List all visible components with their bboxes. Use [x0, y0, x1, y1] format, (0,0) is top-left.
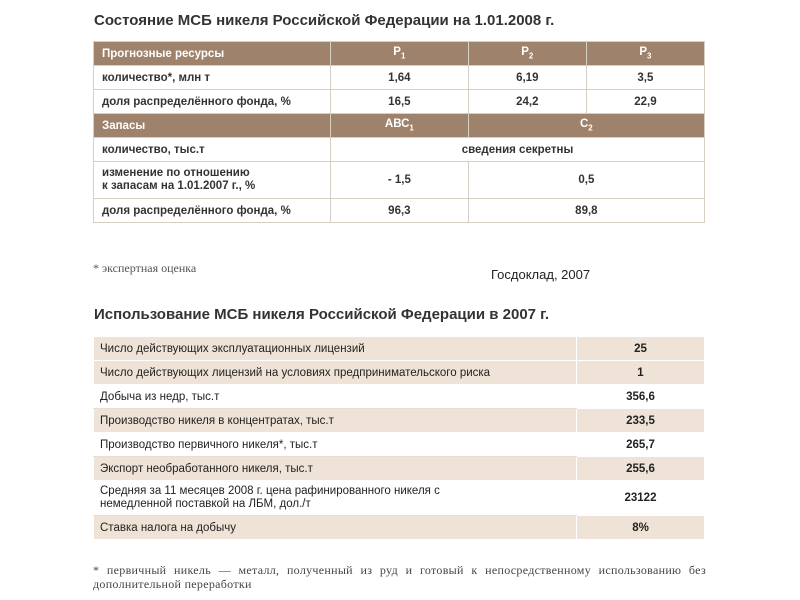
row-value: 25	[577, 337, 705, 361]
table-row	[94, 337, 705, 361]
row-label: Экспорт необработанного никеля, тыс.т	[94, 457, 577, 481]
header-p3: $Р_3$	[586, 42, 704, 66]
row-value: 8%	[577, 516, 705, 540]
row-label: Средняя за 11 месяцев 2008 г. цена рафинированного никеля с немедленной поставкой на ЛБМ, дол./т	[94, 481, 577, 516]
source-caption: Госдоклад, 2007	[491, 267, 591, 282]
header-abc1: $АВС_1$	[331, 114, 469, 138]
header-c2: $С_2$	[468, 114, 704, 138]
cell-p1: 16,5	[331, 90, 469, 114]
row-label: Число действующих лицензий на условиях предпринимательского риска	[94, 361, 577, 385]
row-label: Ставка налога на добычу	[94, 516, 577, 540]
reserves-table	[93, 41, 705, 223]
row-label: Добыча из недр, тыс.т	[94, 385, 577, 409]
header-p2: $Р_2$	[468, 42, 586, 66]
row-value: 255,6	[577, 457, 705, 481]
row-label: доля распределённого фонда, %	[94, 199, 331, 223]
cell-c2: 0,5	[468, 162, 704, 199]
cell-p3: 22,9	[586, 90, 704, 114]
cell-secret: сведения секретны	[331, 138, 705, 162]
row-label: Число действующих эксплуатационных лицензий	[94, 337, 577, 361]
table-row	[94, 199, 705, 223]
row-value: 1	[577, 361, 705, 385]
table-row	[94, 481, 705, 516]
table-row	[94, 361, 705, 385]
cell-abc1: 96,3	[331, 199, 469, 223]
table-row	[94, 457, 705, 481]
row-value: 356,6	[577, 385, 705, 409]
cell-abc1: - 1,5	[331, 162, 469, 199]
footnote-primary-nickel: * первичный никель — металл, полученный из руд и готовый к непосредственному использованию без дополнительной переработки	[93, 563, 706, 591]
header-p1: $Р_1$	[331, 42, 469, 66]
row-label: количество, тыс.т	[94, 138, 331, 162]
table-header-row	[94, 114, 705, 138]
table-row	[94, 433, 705, 457]
table-row	[94, 90, 705, 114]
row-value: 23122	[577, 481, 705, 516]
header-forecast-resources: Прогнозные ресурсы	[94, 42, 331, 66]
cell-p2: 24,2	[468, 90, 586, 114]
row-label: количество*, млн т	[94, 66, 331, 90]
table-header-row	[94, 42, 705, 66]
row-label: доля распределённого фонда, %	[94, 90, 331, 114]
table-row	[94, 385, 705, 409]
cell-p2: 6,19	[468, 66, 586, 90]
cell-p1: 1,64	[331, 66, 469, 90]
footnote-expert-estimate: * экспертная оценка	[93, 261, 197, 275]
cell-p3: 3,5	[586, 66, 704, 90]
table-row	[94, 516, 705, 540]
table-row	[94, 162, 705, 199]
table-row	[94, 409, 705, 433]
row-label: Производство первичного никеля*, тыс.т	[94, 433, 577, 457]
page-title-status: Состояние МСБ никеля Российской Федерации на 1.01.2008 г.	[94, 12, 555, 29]
row-value: 233,5	[577, 409, 705, 433]
row-label: изменение по отношению к запасам на 1.01.2007 г., %	[94, 162, 331, 199]
cell-c2: 89,8	[468, 199, 704, 223]
usage-table	[93, 336, 705, 540]
header-reserves: Запасы	[94, 114, 331, 138]
table-row	[94, 66, 705, 90]
row-value: 265,7	[577, 433, 705, 457]
row-label: Производство никеля в концентратах, тыс.т	[94, 409, 577, 433]
page-title-usage: Использование МСБ никеля Российской Федерации в 2007 г.	[94, 306, 550, 323]
table-row	[94, 138, 705, 162]
